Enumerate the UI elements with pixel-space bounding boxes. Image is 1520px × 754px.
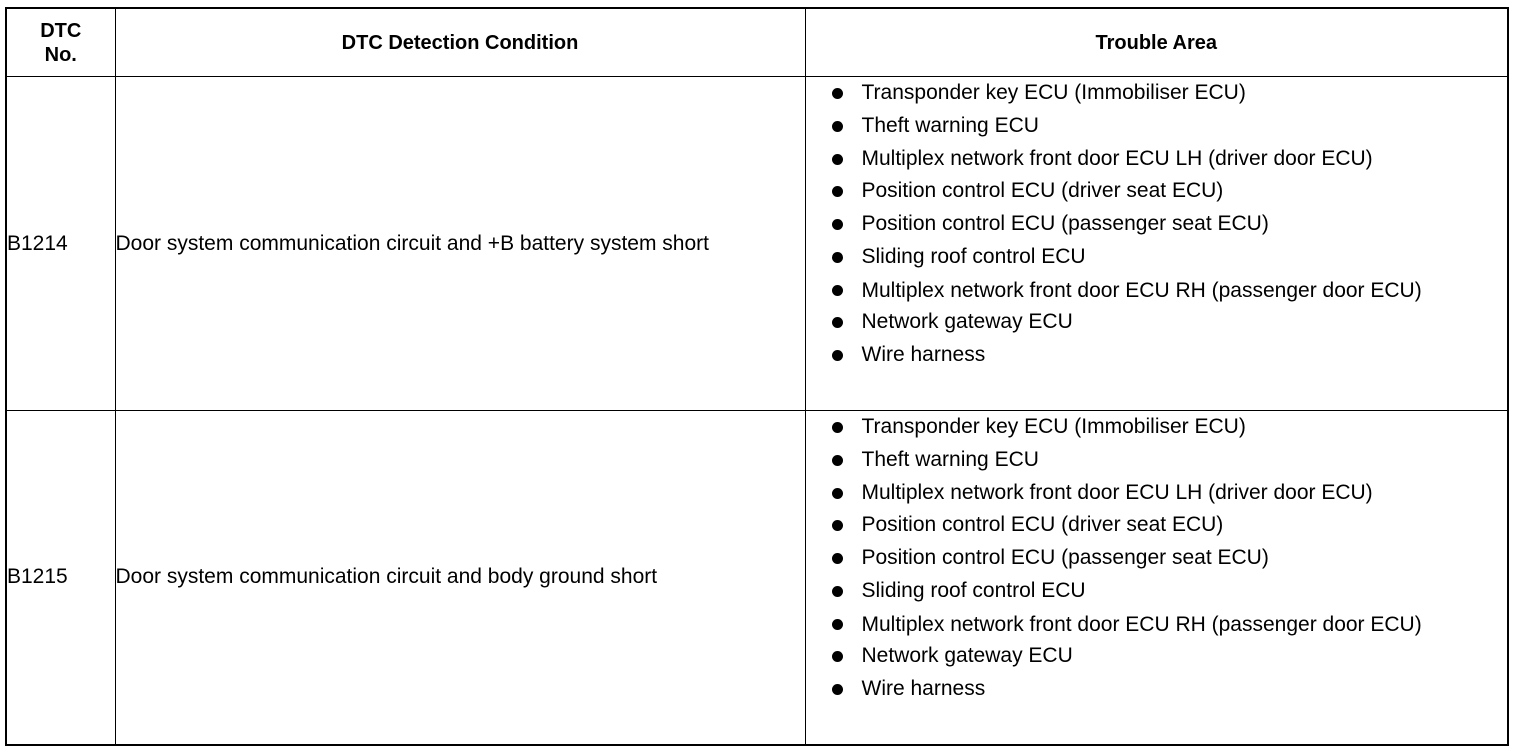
list-item — [806, 575, 1508, 608]
trouble-area-text: Position control ECU (passenger seat ECU) — [861, 546, 1269, 570]
bullet-icon — [832, 455, 843, 466]
header-detection-condition: DTC Detection Condition — [115, 8, 805, 77]
trouble-area-text: Sliding roof control ECU — [861, 578, 1086, 602]
trouble-area-text: Position control ECU (passenger seat ECU) — [861, 212, 1269, 236]
bullet-icon — [832, 553, 843, 564]
bullet-icon — [832, 285, 843, 296]
header-trouble-area: Trouble Area — [805, 8, 1508, 77]
bullet-icon — [832, 586, 843, 597]
list-item — [806, 477, 1508, 510]
bullet-icon — [832, 422, 843, 433]
trouble-area-text: Theft warning ECU — [861, 447, 1039, 471]
trouble-area-text: Multiplex network front door ECU RH (passenger door ECU) — [861, 612, 1422, 636]
trouble-area-text: Transponder key ECU (Immobiliser ECU) — [861, 415, 1246, 438]
detection-condition: Door system communication circuit and +B battery system short — [115, 77, 805, 411]
list-item — [806, 673, 1508, 706]
trouble-area-text: Theft warning ECU — [861, 113, 1039, 137]
bullet-icon — [832, 219, 843, 230]
bullet-icon — [832, 520, 843, 531]
bullet-icon — [832, 88, 843, 99]
bullet-icon — [832, 619, 843, 630]
bullet-icon — [832, 252, 843, 263]
trouble-area-list — [806, 77, 1508, 371]
bullet-icon — [832, 350, 843, 361]
table-row — [6, 411, 1508, 745]
bullet-icon — [832, 684, 843, 695]
bullet-icon — [832, 488, 843, 499]
list-item — [806, 542, 1508, 575]
detection-condition: Door system communication circuit and body ground short — [115, 411, 805, 745]
list-item — [806, 274, 1508, 306]
bullet-icon — [832, 317, 843, 328]
header-dtc-line2: No. — [44, 43, 77, 66]
trouble-area-cell — [805, 77, 1508, 411]
trouble-area-text: Wire harness — [861, 676, 986, 700]
list-item — [806, 640, 1508, 673]
dtc-table — [5, 7, 1509, 746]
trouble-area-text: Multiplex network front door ECU LH (driver door ECU) — [861, 146, 1373, 170]
trouble-area-list — [806, 411, 1508, 705]
trouble-area-text: Network gateway ECU — [861, 309, 1073, 333]
bullet-icon — [832, 154, 843, 165]
trouble-area-text: Position control ECU (driver seat ECU) — [861, 179, 1224, 203]
dtc-code: B1215 — [6, 411, 115, 745]
trouble-area-text: Multiplex network front door ECU LH (driver door ECU) — [861, 480, 1373, 504]
list-item — [806, 143, 1508, 176]
list-item — [806, 444, 1508, 477]
list-item — [806, 77, 1508, 110]
trouble-area-text: Wire harness — [861, 342, 986, 366]
trouble-area-text: Position control ECU (driver seat ECU) — [861, 513, 1224, 537]
list-item — [806, 608, 1508, 640]
trouble-area-text: Network gateway ECU — [861, 643, 1073, 667]
bullet-icon — [832, 121, 843, 132]
list-item — [806, 208, 1508, 241]
list-item — [806, 175, 1508, 208]
table-row — [6, 77, 1508, 411]
header-row — [6, 8, 1508, 77]
header-dtc-line1: DTC — [40, 19, 82, 42]
header-dtc-no — [6, 8, 115, 77]
trouble-area-text: Multiplex network front door ECU RH (passenger door ECU) — [861, 278, 1422, 302]
list-item — [806, 241, 1508, 274]
list-item — [806, 306, 1508, 339]
bullet-icon — [832, 186, 843, 197]
list-item — [806, 110, 1508, 143]
list-item — [806, 411, 1508, 444]
bullet-icon — [832, 651, 843, 662]
list-item — [806, 339, 1508, 372]
list-item — [806, 509, 1508, 542]
dtc-code: B1214 — [6, 77, 115, 411]
trouble-area-text: Sliding roof control ECU — [861, 244, 1086, 268]
trouble-area-text: Transponder key ECU (Immobiliser ECU) — [861, 81, 1246, 104]
trouble-area-cell — [805, 411, 1508, 745]
